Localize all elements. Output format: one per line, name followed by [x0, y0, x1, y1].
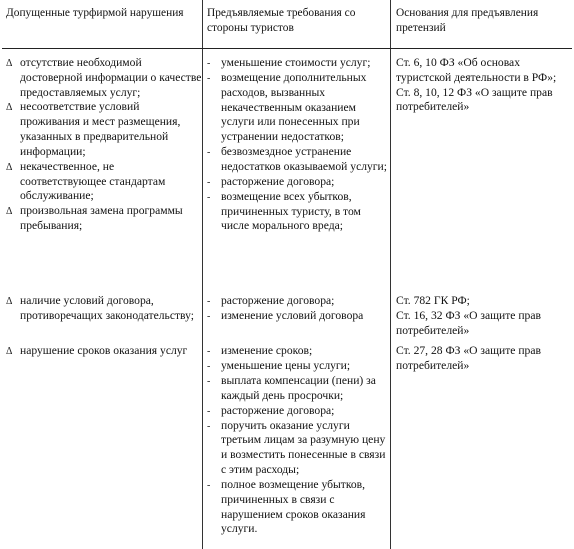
basis-item: Ст. 6, 10 ФЗ «Об основах туристской деятельности в РФ»; [396, 56, 557, 84]
requirements-group-2 [207, 294, 387, 324]
basis-item: Ст. 782 ГК РФ; [396, 294, 470, 307]
basis-item: Ст. 16, 32 ФЗ «О защите прав потребителей» [396, 308, 541, 337]
list-item: Δ нарушение сроков оказания услуг [6, 344, 188, 357]
list-item: - уменьшение цены услуги; [207, 359, 351, 372]
column-requirements [207, 0, 387, 536]
violations-group-3 [6, 344, 202, 359]
list-item: - поручить оказание услуги третьим лицам за разумную цену и возместить понесенные в связи с этим расходы; [207, 418, 386, 477]
basis-item: Ст. 27, 28 ФЗ «О защите прав потребителей» [396, 344, 541, 372]
triangle-a-icon: Δ [6, 296, 13, 307]
list-item: - безвозмездное устранение недостатков оказываемой услуги; [207, 145, 387, 173]
list-item: Δ произвольная замена программы пребывания; [6, 204, 183, 233]
requirements-group-3 [207, 344, 387, 537]
header-requirements: Предъявляемые требования со стороны туристов [207, 7, 356, 34]
header-basis: Основания для предъявления претензий [396, 7, 539, 34]
column-divider [390, 0, 391, 549]
basis-group-3 [396, 344, 570, 374]
basis-group-1 [396, 56, 570, 115]
header-violations: Допущенные турфирмой нарушения [6, 7, 184, 19]
list-item: - выплата компенсации (пени) за каждый день просрочки; [207, 374, 376, 402]
list-item: - возмещение дополнительных расходов, вызванных некачественным оказанием услуги или понесенных при устранении недостатков; [207, 71, 367, 144]
list-item: - полное возмещение убытков, причиненных в связи с нарушением сроков оказания услуги. [207, 477, 366, 536]
triangle-a-icon: Δ [6, 161, 13, 173]
list-item: Δ несоответствие условий проживания и мест размещения, указанных в предварительной информации; [6, 100, 181, 158]
list-item: - расторжение договора; [207, 174, 335, 188]
column-violations [6, 0, 202, 357]
requirements-group-1 [207, 56, 387, 234]
list-item: Δ отсутствие необходимой достоверной информации о качестве предоставляемых услуг; [6, 56, 202, 99]
list-item: - уменьшение стоимости услуг; [207, 56, 371, 69]
violations-group-2 [6, 294, 202, 324]
triangle-a-icon: Δ [6, 102, 13, 114]
list-item: - расторжение договора; [207, 294, 335, 307]
list-item: - изменение условий договора [207, 309, 364, 322]
triangle-a-icon: Δ [6, 58, 13, 69]
triangle-a-icon: Δ [6, 206, 13, 218]
basis-item: Ст. 8, 10, 12 ФЗ «О защите прав потребителей» [396, 85, 553, 114]
triangle-a-icon: Δ [6, 346, 13, 357]
list-item: Δ некачественное, не соответствующее стандартам обслуживание; [6, 159, 166, 203]
violations-group-1 [6, 56, 202, 234]
list-item: Δ наличие условий договора, противоречащих законодательству; [6, 294, 194, 322]
list-item: - возмещение всех убытков, причиненных туристу, в том числе морального вреда; [207, 189, 361, 233]
column-divider [202, 0, 203, 549]
basis-group-2 [396, 294, 570, 338]
column-basis [396, 0, 570, 372]
list-item: - расторжение договора; [207, 403, 335, 417]
list-item: - изменение сроков; [207, 344, 313, 357]
